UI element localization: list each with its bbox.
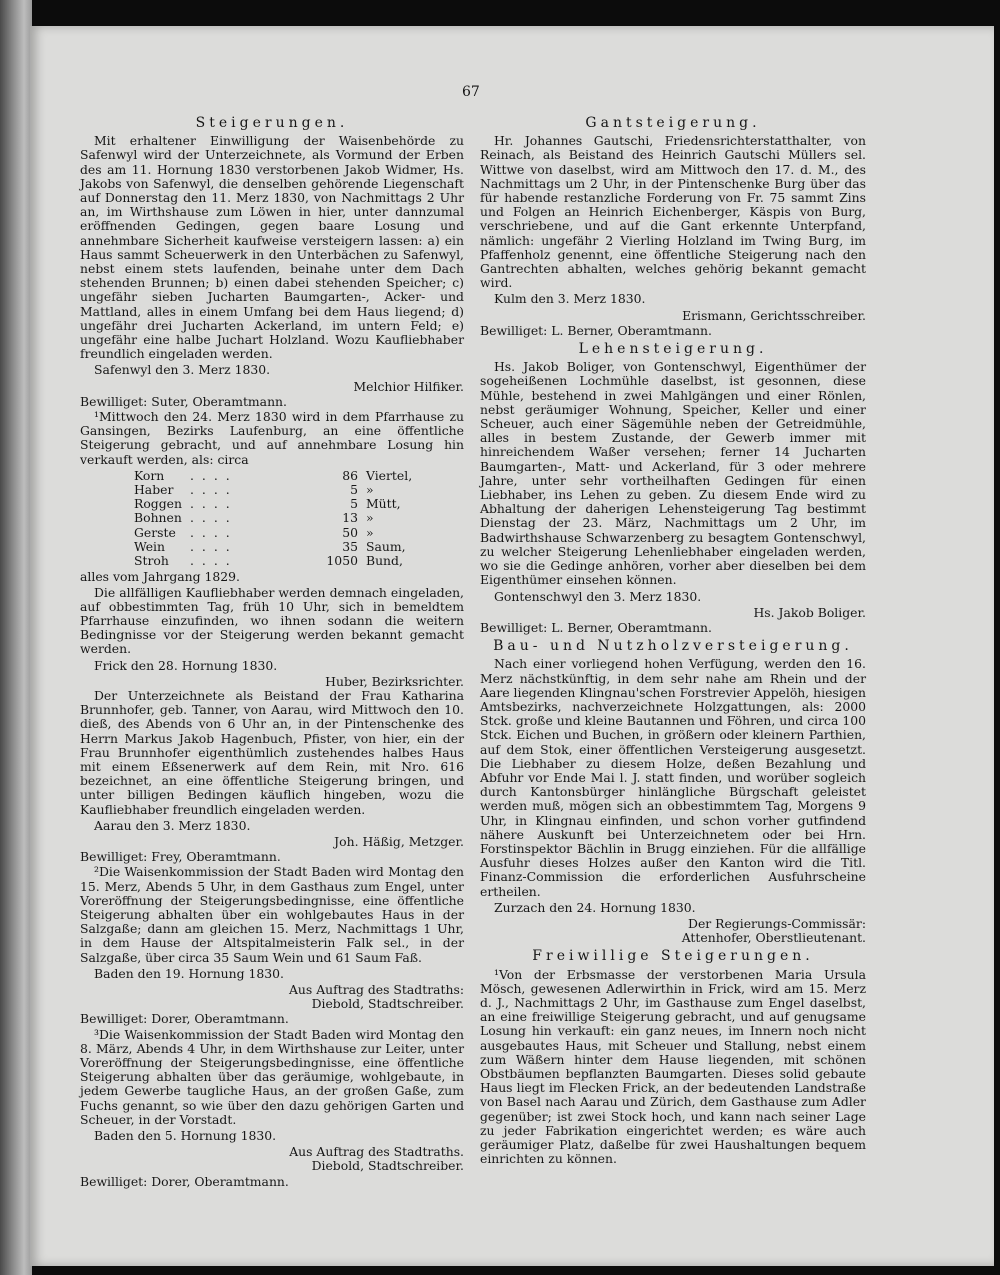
notice-body: Der Unterzeichnete als Beistand der Frau Katharina Brunnhofer, geb. Tanner, von Aarau, wird Mittwoch den 10. dieß, des Abends von 6 Uhr an, in der Pintenschenke des Herrn Markus Jakob Hagenbuch, Pfister, von hier, ein der Frau Brunnhofer eigenthümlich zustehendes halbes Haus mit einem Eßsenerwerk auf dem Rein, mit Nro. 616 bezeichnet, an eine öffentliche Steigerung bringen, und unter billigen Bedingen käuflich hingeben, wozu die Kaufliebhaber freundlich eingeladen werden. (80, 687, 464, 817)
notice-place-date: Baden den 5. Hornung 1830. (94, 1128, 277, 1144)
produce-row: Haber .... 5 » (130, 483, 416, 497)
produce-qty: 13 (342, 510, 358, 526)
notice-approval: Bewilliget: L. Berner, Oberamtmann. (480, 619, 712, 635)
notice-approval: Bewilliget: Dorer, Oberamtmann. (80, 1011, 289, 1027)
notice-approval: Bewilliget: Frey, Oberamtmann. (80, 849, 281, 865)
notice-signature: Melchior Hilfiker. (353, 378, 464, 394)
notice-place-date: Aarau den 3. Merz 1830. (94, 817, 251, 833)
produce-qty: 1050 (326, 553, 358, 569)
notice-approval: Bewilliget: Suter, Oberamtmann. (80, 393, 287, 409)
notice-approval: Bewilliget: L. Berner, Oberamtmann. (480, 322, 712, 338)
notice-body: ¹Von der Erbsmasse der verstorbenen Maria Ursula Mösch, gewesenen Adlerwirthin in Frick, wird am 15. Merz d. J., Nachmittags 2 Uhr, im Gasthause zum Engel daselbst, an eine freiwillige Steigerung gebracht, und auf genugsame Losung hin verkauft: ein ganz neues, im Innern noch nicht ausgebautes Haus, mit Scheuer und Stallung, nebst einem zum Wäßern hinter dem Hause liegenden, mit schönen Obstbäumen bepflanzten Baumgarten. Dieses solid gebaute Haus liegt im Flecken Frick, an der bedeutenden Landstraße von Basel nach Aarau und Zürich, dem Gasthause zum Adler gegenüber; ist zwei Stock hoch, und kann nach seiner Lage zu jeder Fabrikation eingerichtet werden; es wäre auch geräumiger Platz, daßelbe für zwei Haushaltungen bequem einrichten zu können. (480, 966, 866, 1167)
produce-qty: 50 (342, 524, 358, 540)
produce-name: Korn (134, 467, 165, 483)
produce-qty: 86 (342, 467, 358, 483)
notice-signature: Diebold, Stadtschreiber. (311, 1158, 464, 1174)
notice-signature: Aus Auftrag des Stadtraths. (289, 1144, 464, 1160)
left-column (80, 112, 464, 1190)
notice-body: ³Die Waisenkommission der Stadt Baden wird Montag den 8. März, Abends 4 Uhr, in dem Wirthshause zur Leiter, unter Voreröffnung der Steigerungsbedingnisse, eine öffentliche Steigerung abhalten über das geräumige, wohlgebaute, in jedem Gewerbe taugliche Haus, an der großen Gaße, zum Fuchs genannt, so wie über den dazu gehörigen Garten und Scheuer, in der Vorstadt. (80, 1026, 464, 1127)
notice-signature: Diebold, Stadtschreiber. (311, 996, 464, 1012)
notice-place-date: Baden den 19. Hornung 1830. (94, 965, 284, 981)
produce-table (130, 469, 416, 568)
section-heading-gantsteigerung: Gantsteigerung. (585, 115, 761, 131)
produce-qty: 5 (350, 482, 358, 498)
notice-signature: Joh. Häßig, Metzger. (334, 833, 464, 849)
section-heading-holzversteigerung: Bau- und Nutzholzversteigerung. (493, 638, 853, 655)
notice-body: Hr. Johannes Gautschi, Friedensrichterstatthalter, von Reinach, als Beistand des Heinrich Gautschi Müllers sel. Wittwe von daselbst, wird am Mittwoch den 17. d. M., des Nachmittags um 2 Uhr, in der Pintenschenke Burg über das für habende restanzliche Forderung von Fr. 75 sammt Zins und Folgen an Heinrich Eichenberger, Käspis von Burg, verschriebene, und auf die Gant erkennte Unterpfand, nämlich: ungefähr 2 Vierling Holzland im Twing Burg, im Pfaffenholz genennt, eine öffentliche Steigerung nach den Gantrechten abhalten, welches gehörig bekannt gemacht wird. (480, 133, 866, 291)
notice-signature: Hs. Jakob Boliger. (753, 604, 866, 620)
produce-row: Roggen .... 5 Mütt, (130, 497, 416, 511)
produce-row: Stroh .... 1050 Bund, (130, 554, 416, 568)
notice-signature: Erismann, Gerichtsschreiber. (682, 307, 866, 323)
produce-row: Gerste .... 50 » (130, 526, 416, 540)
produce-qty: 35 (342, 538, 358, 554)
produce-row: Wein .... 35 Saum, (130, 540, 416, 554)
notice-signature: Der Regierungs-Commissär: (688, 915, 866, 931)
produce-unit: Mütt, (365, 496, 401, 512)
section-heading-steigerungen: Steigerungen. (195, 115, 349, 131)
notice-signature: Huber, Bezirksrichter. (325, 673, 464, 689)
produce-name: Bohnen (134, 510, 182, 526)
notice-body: Mit erhaltener Einwilligung der Waisenbehörde zu Safenwyl wird der Unterzeichnete, als Vormund der Erben des am 11. Hornung 1830 verstorbenen Jakob Widmer, Hs. Jakobs von Safenwyl, die denselben gehörende Liegenschaft auf Donnerstag den 11. Merz 1830, von Nachmittags 2 Uhr an, im Wirthshause zum Löwen in hier, unter dannzumal eröffnenden Gedingen, gegen baare Losung und annehmbare Sicherheit kaufweise versteigern lassen: a) ein Haus sammt Scheuerwerk in den Unterbächen zu Safenwyl, nebst einem stets laufenden, beinahe unter dem Dach stehenden Brunnen; b) einen dabei stehenden Speicher; c) ungefähr sieben Jucharten Baumgarten-, Acker- und Mattland, alles in einem Umfang bei dem Haus liegend; d) ungefähr drei Jucharten Ackerland, im untern Feld; e) ungefähr eine halbe Juchart Holzland. Wozu Kaufliebhaber freundlich eingeladen werden. (80, 133, 464, 362)
produce-unit: Bund, (365, 553, 403, 569)
notice-body: Hs. Jakob Boliger, von Gontenschwyl, Eigenthümer der sogeheißenen Lochmühle daselbst, ist gesonnen, diese Mühle, bestehend in zwei Mahlgängen und einer Rönlen, nebst geräumiger Wohnung, Speicher, Keller und einer Scheuer, auch einer Sägemühle neben der Getreidmühle, alles in bestem Zustande, der Gewerb immer mit hinreichendem Waßer versehen; ferner 14 Jucharten Baumgarten-, Matt- und Ackerland, für 3 oder mehrere Jahre, unter sehr vortheilhaften Gedingen für einen Liebhaber, ins Lehen zu geben. Zu diesem Ende wird zu Abhaltung der daherigen Lehensteigerung Tag bestimmt Dienstag der 23. März, Nachmittags um 2 Uhr, im Badwirthshause Schwarzenberg zu besagtem Gontenschwyl, zu welcher Steigerung Lehenliebhaber eingeladen werden, wo sie die Gedinge anhören, vorher aber dieselben bei dem Eigenthümer einsehen können. (480, 359, 866, 588)
notice-body: Nach einer vorliegend hohen Verfügung, werden den 16. Merz nächstkünftig, in dem sehr nahe am Rhein und der Aare liegenden Klingnau'schen Forstrevier Appelöh, hiesigen Amtsbezirks, nachverzeichnete Holzgattungen, als: 2000 Stck. große und kleine Bautannen und Föhren, und circa 100 Stck. Eichen und Buchen, in größern oder kleinern Parthien, auf dem Stok, einer öffentlichen Versteigerung ausgesetzt. Die Liebhaber zu diesem Holze, deßen Bezahlung und Abfuhr vor Ende Mai l. J. statt finden, und worüber sogleich durch Kantonsbürger hinlängliche Bürgschaft geleistet werden muß, mögen sich an obbestimmtem Tag, Morgens 9 Uhr, in Klingnau einfinden, und schon vorher gutfindend nähere Auskunft bei Unterzeichnetem oder bei Hrn. Forstinspektor Bächlin in Brugg einziehen. Für die allfällige Ausfuhr dieses Holzes außer den Kanton wird die Titl. Finanz-Commission die erforderlichen Ausfuhrscheine ertheilen. (480, 656, 866, 899)
produce-name: Gerste (134, 524, 176, 540)
section-heading-freiwillige: Freiwillige Steigerungen. (532, 948, 814, 965)
produce-qty: 5 (350, 496, 358, 512)
notice-place-date: Zurzach den 24. Hornung 1830. (494, 899, 696, 915)
produce-name: Roggen (134, 496, 182, 512)
notice-place-date: Frick den 28. Hornung 1830. (94, 657, 278, 673)
produce-name: Haber (134, 482, 174, 498)
page-number: 67 (462, 84, 480, 100)
produce-vintage: alles vom Jahrgang 1829. (80, 569, 240, 585)
notice-signature: Attenhofer, Oberstlieutenant. (681, 930, 866, 946)
produce-row: Korn .... 86 Viertel, (130, 469, 416, 483)
produce-row: Bohnen .... 13 » (130, 511, 416, 525)
produce-unit: Saum, (365, 538, 406, 554)
notice-approval: Bewilliget: Dorer, Oberamtmann. (80, 1173, 289, 1189)
right-column (480, 112, 866, 1166)
notice-place-date: Kulm den 3. Merz 1830. (494, 291, 646, 307)
produce-unit: » (365, 510, 374, 526)
notice-place-date: Safenwyl den 3. Merz 1830. (94, 362, 271, 378)
produce-unit: » (365, 524, 374, 540)
notice-place-date: Gontenschwyl den 3. Merz 1830. (494, 588, 702, 604)
produce-name: Wein (134, 538, 166, 554)
notice-signature: Aus Auftrag des Stadtraths: (288, 981, 464, 997)
section-heading-lehensteigerung: Lehensteigerung. (578, 341, 768, 358)
notice-body: Die allfälligen Kaufliebhaber werden demnach eingeladen, auf obbestimmten Tag, früh 10 Uhr, sich in bemeldtem Pfarrhause einzufinden, wo ihnen sodann die weitern Bedingnisse vor der Steigerung werden bekannt gemacht werden. (80, 584, 464, 657)
book-gutter (0, 0, 32, 1275)
produce-name: Stroh (134, 553, 169, 569)
notice-body: ¹Mittwoch den 24. Merz 1830 wird in dem Pfarrhause zu Gansingen, Bezirks Laufenburg, an eine öffentliche Steigerung gebracht, und auf annehmbare Losung hin verkauft werden, als: circa (80, 409, 464, 467)
notice-body: ²Die Waisenkommission der Stadt Baden wird Montag den 15. Merz, Abends 5 Uhr, in dem Gasthaus zum Engel, unter Voreröffnung der Steigerungsbedingnisse, eine öffentliche Steigerung abhalten über ein wohlgebautes Haus in der Salzgaße; dann am gleichen 15. Merz, Nachmittags 1 Uhr, in dem Hause der Altspitalmeisterin Falk sel., in der Salzgaße, über circa 35 Saum Wein und 61 Saum Faß. (80, 864, 464, 965)
produce-unit: » (365, 482, 374, 498)
produce-unit: Viertel, (365, 467, 413, 483)
